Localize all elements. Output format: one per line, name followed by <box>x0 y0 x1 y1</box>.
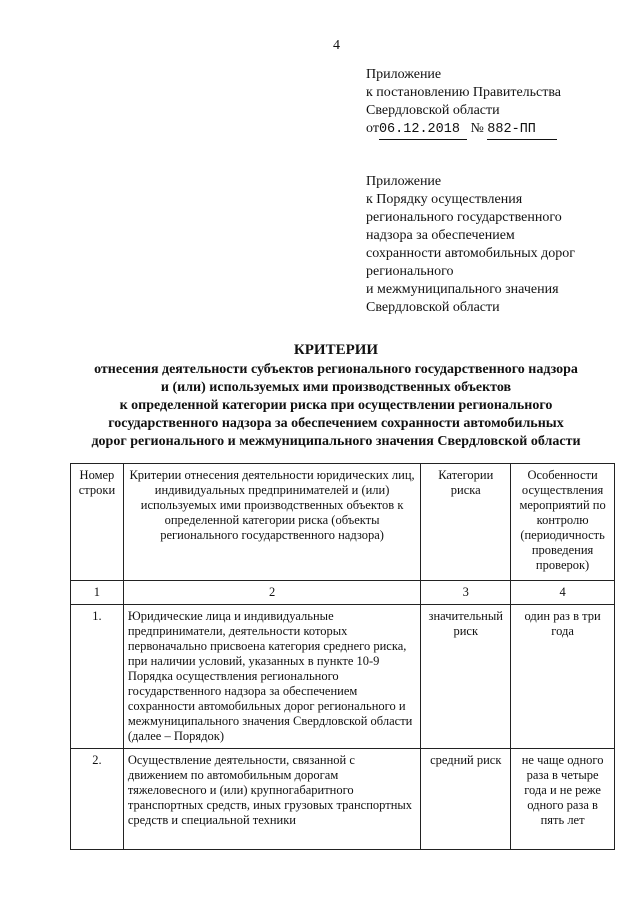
header-row-number: Номер строки <box>71 464 124 581</box>
column-number: 1 <box>71 581 124 605</box>
appendix-line: Свердловской области <box>366 300 500 315</box>
row-number: 2. <box>71 749 124 850</box>
row-frequency: не чаще одного раза в четыре года и не реже одного раза в пять лет <box>511 749 615 850</box>
column-numbers-row <box>71 581 615 605</box>
appendix-line: к Порядку осуществления <box>366 192 523 207</box>
title-main: КРИТЕРИИ <box>293 342 379 358</box>
row-criteria: Осуществление деятельности, связанной с движением по автомобильным дорогам тяжеловесного и (или) крупногабаритного транспортных средств, иных грузовых транспортных средств и специальной техники <box>123 749 420 850</box>
header-criteria: Критерии отнесения деятельности юридических лиц, индивидуальных предпринимателей и (или) используемых ими производственных объектов к определенной категории риска (объекты регионального государственного надзора) <box>123 464 420 581</box>
number-prefix: № <box>470 121 484 136</box>
appendix-line: сохранности автомобильных дорог <box>366 246 575 261</box>
row-frequency: один раз в три года <box>511 605 615 749</box>
resolution-number: 882-ПП <box>487 121 557 140</box>
column-number: 2 <box>123 581 420 605</box>
page-number: 4 <box>333 38 340 53</box>
row-category: значительный риск <box>421 605 511 749</box>
criteria-table <box>70 463 615 850</box>
appendix-to-procedure <box>366 173 575 317</box>
table-row <box>71 749 615 850</box>
appendix-line: Свердловской области <box>366 103 500 118</box>
appendix-line: Приложение <box>366 67 442 82</box>
appendix-to-resolution <box>366 66 561 140</box>
appendix-line: надзора за обеспечением <box>366 228 515 243</box>
title-line: государственного надзора за обеспечением сохранности автомобильных <box>108 416 564 431</box>
row-category: средний риск <box>421 749 511 850</box>
appendix-line: регионального государственного <box>366 210 562 225</box>
resolution-date: 06.12.2018 <box>379 121 467 140</box>
appendix-line: Приложение <box>366 174 442 189</box>
row-criteria: Юридические лица и индивидуальные предприниматели, деятельности которых первоначально присвоена категория среднего риска, при наличии условий, указанных в пункте 10-9 Порядка осуществления регионального государственного надзора за обеспечением сохранности автомобильных дорог регионального и межмуниципального значения Свердловской области (далее – Порядок) <box>123 605 420 749</box>
title-line: отнесения деятельности субъектов регионального государственного надзора <box>94 362 578 377</box>
appendix-line: к постановлению Правительства <box>366 85 562 100</box>
table-header-row <box>71 464 615 581</box>
appendix-line: регионального <box>366 264 454 279</box>
header-risk-category: Категории риска <box>421 464 511 581</box>
title-line: дорог регионального и межмуниципального значения Свердловской области <box>91 434 581 449</box>
header-control-features: Особенности осуществления мероприятий по контролю (периодичность проведения проверок) <box>511 464 615 581</box>
date-prefix: от <box>366 121 379 136</box>
title-line: и (или) используемых ими производственных объектов <box>160 380 512 395</box>
table-row <box>71 605 615 749</box>
document-title <box>56 341 616 451</box>
resolution-date-number <box>366 120 561 140</box>
title-line: к определенной категории риска при осуществлении регионального <box>119 398 553 413</box>
row-number: 1. <box>71 605 124 749</box>
appendix-line: и межмуниципального значения <box>366 282 559 297</box>
column-number: 4 <box>511 581 615 605</box>
column-number: 3 <box>421 581 511 605</box>
